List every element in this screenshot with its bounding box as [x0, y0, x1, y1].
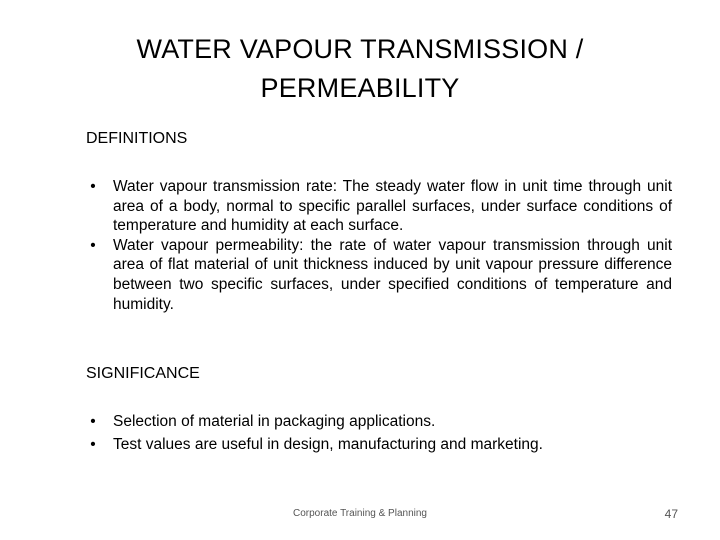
significance-text: Selection of material in packaging applications. [113, 413, 436, 430]
definition-text: the rate of water vapour transmission through unit area of flat material of unit thickness induced by unit vapour pressure difference between two specific surfaces, under specified conditions of temperature and humidity. [113, 236, 672, 313]
definition-item [86, 177, 672, 236]
bullet-icon: • [90, 435, 96, 453]
definitions-heading: DEFINITIONS [86, 130, 188, 147]
bullet-icon: • [90, 413, 96, 430]
definition-term: Water vapour transmission rate: [113, 178, 338, 195]
definition-text: The steady water flow in unit time through unit area of a body, normal to specific parallel surfaces, under surface conditions of temperature and humidity at each surface. [113, 178, 672, 235]
bullet-icon: • [90, 178, 96, 195]
bullet-icon: • [90, 236, 96, 254]
significance-list [86, 412, 672, 457]
footer-text: Corporate Training & Planning [293, 508, 427, 519]
significance-heading: SIGNIFICANCE [86, 365, 200, 382]
page-number: 47 [664, 507, 678, 521]
definition-item [86, 236, 672, 314]
slide-title: WATER VAPOUR TRANSMISSION / PERMEABILITY [136, 34, 584, 103]
definition-term: Water vapour permeability: [113, 236, 304, 254]
significance-text: Test values are useful in design, manufacturing and marketing. [113, 435, 543, 453]
significance-item [86, 412, 672, 432]
significance-item [86, 435, 672, 455]
definitions-list [86, 177, 672, 314]
